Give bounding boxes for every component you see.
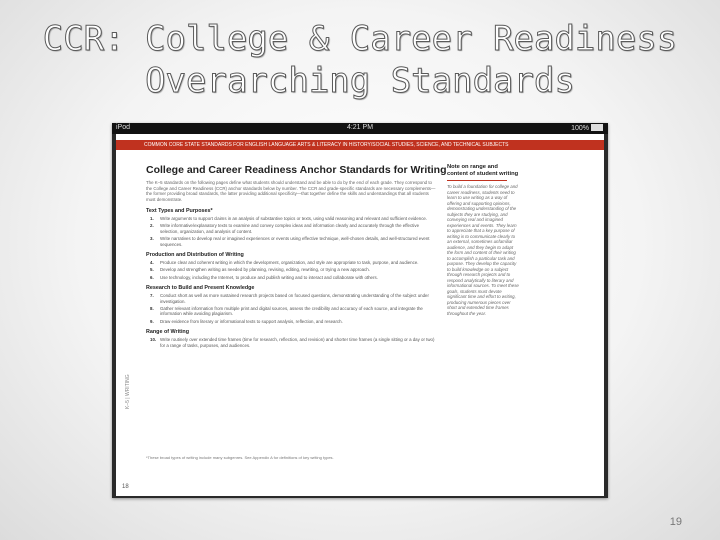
- section-research: [146, 285, 436, 324]
- section-heading: Production and Distribution of Writing: [146, 252, 244, 259]
- status-time: 4:21 PM: [346, 124, 374, 131]
- standard-number: 2.: [150, 223, 154, 229]
- standard-item: [150, 293, 436, 304]
- section-production: [146, 252, 436, 280]
- document-page: [116, 134, 604, 496]
- battery-icon: [591, 124, 603, 131]
- side-page-number: 18: [122, 484, 129, 490]
- section-heading: Research to Build and Present Knowledge: [146, 285, 255, 292]
- standard-number: 6.: [150, 274, 154, 280]
- standard-item: [150, 236, 436, 247]
- standard-number: 8.: [150, 305, 154, 311]
- section-text-types: [146, 208, 436, 247]
- standard-text: Gather relevant information from multiple print and digital sources, assess the credibility and accuracy of each source, and integrate the information while avoiding plagiarism.: [160, 305, 423, 317]
- section-range: [146, 329, 436, 348]
- standard-item: [150, 260, 436, 266]
- note-text: To build a foundation for college and career readiness, students need to learn to use writing as a way of offering and supporting opinions, demonstrating understanding of the subjects they are studying, and conveying real and imagined experiences and events. They learn to appreciate that a key purpose of writing is to communicate clearly to an external, sometimes unfamiliar audience, and they begin to adapt the form and content of their writing to accomplish a particular task and purpose. They develop the capacity to build knowledge on a subject through research projects and to respond analytically to literary and informational sources. To meet these goals, students must devote significant time and effort to writing, producing numerous pieces over short and extended time frames throughout the year.: [447, 184, 519, 316]
- standard-text: Write informative/explanatory texts to examine and convey complex ideas and information clearly and accurately through the effective selection, organization, and analysis of content.: [160, 223, 420, 235]
- standard-number: 7.: [150, 293, 154, 299]
- standard-text: Draw evidence from literary or informational texts to support analysis, reflection, and research.: [160, 318, 343, 324]
- standard-text: Conduct short as well as more sustained research projects based on focused questions, demonstrating understanding of the subject under investigation.: [160, 293, 429, 304]
- document-screenshot: [112, 123, 608, 498]
- slide-title-line-1: CCR: College & Career Readiness: [42, 19, 678, 59]
- section-heading: Text Types and Purposes*: [146, 208, 213, 215]
- standard-text: Develop and strengthen writing as needed by planning, revising, editing, rewriting, or trying a new approach.: [160, 267, 370, 273]
- document-banner: COMMON CORE STATE STANDARDS FOR ENGLISH LANGUAGE ARTS & LITERACY IN HISTORY/SOCIAL STUDIES, SCIENCE, AND TECHNICAL SUBJECTS: [116, 140, 604, 150]
- battery-percent: 100%: [571, 125, 589, 132]
- standard-item: [150, 216, 436, 222]
- standards-column: [146, 164, 447, 348]
- standard-item: [150, 319, 436, 325]
- standard-item: [150, 223, 436, 234]
- standard-text: Produce clear and coherent writing in which the development, organization, and style are appropriate to task, purpose, and audience.: [160, 260, 419, 266]
- section-heading: Range of Writing: [146, 329, 190, 336]
- standard-text: Write narratives to develop real or imagined experiences or events using effective technique, well-chosen details, and well-structured event sequences.: [160, 236, 430, 247]
- standard-number: 5.: [150, 267, 154, 273]
- standard-number: 1.: [150, 216, 154, 222]
- document-title: College and Career Readiness Anchor Standards for Writing: [146, 164, 447, 176]
- standard-number: 10.: [150, 337, 157, 343]
- document-intro: The K–5 standards on the following pages define what students should understand and be able to do by the end of each grade. They correspond to the College and Career Readiness (CCR) anchor standards below by number. The CCR and grade-specific standards are necessary complements—the former providing broad standards, the latter providing additional specificity—that together define the skills and understandings that all students must demonstrate.: [146, 180, 436, 202]
- battery-status: [571, 124, 603, 132]
- slide-title: [0, 18, 720, 102]
- standard-text: Use technology, including the Internet, to produce and publish writing and to interact and collaborate with others.: [160, 274, 378, 280]
- standard-number: 9.: [150, 318, 154, 324]
- standard-number: 4.: [150, 260, 154, 266]
- standard-item: [150, 275, 436, 281]
- device-name: iPod: [116, 124, 131, 131]
- standard-item: [150, 306, 436, 317]
- slide-title-line-2: Overarching Standards: [145, 61, 575, 101]
- note-divider: [447, 180, 507, 181]
- standard-item: [150, 267, 436, 273]
- note-title: Note on range and content of student writing: [447, 164, 519, 177]
- side-label: K–5 | WRITING: [125, 374, 131, 409]
- sidebar-note: [447, 164, 519, 316]
- device-status-bar: [112, 123, 608, 134]
- standard-item: [150, 337, 436, 348]
- standard-text: Write arguments to support claims in an analysis of substantive topics or texts, using valid reasoning and relevant and sufficient evidence.: [160, 216, 428, 222]
- standard-number: 3.: [150, 236, 154, 242]
- document-footnote: *These broad types of writing include many subgenres. See Appendix A for definitions of key writing types.: [146, 455, 334, 460]
- standard-text: Write routinely over extended time frames (time for research, reflection, and revision) and shorter time frames (a single sitting or a day or two) for a range of tasks, purposes, and audiences.: [160, 337, 435, 348]
- slide-page-number: 19: [669, 516, 682, 528]
